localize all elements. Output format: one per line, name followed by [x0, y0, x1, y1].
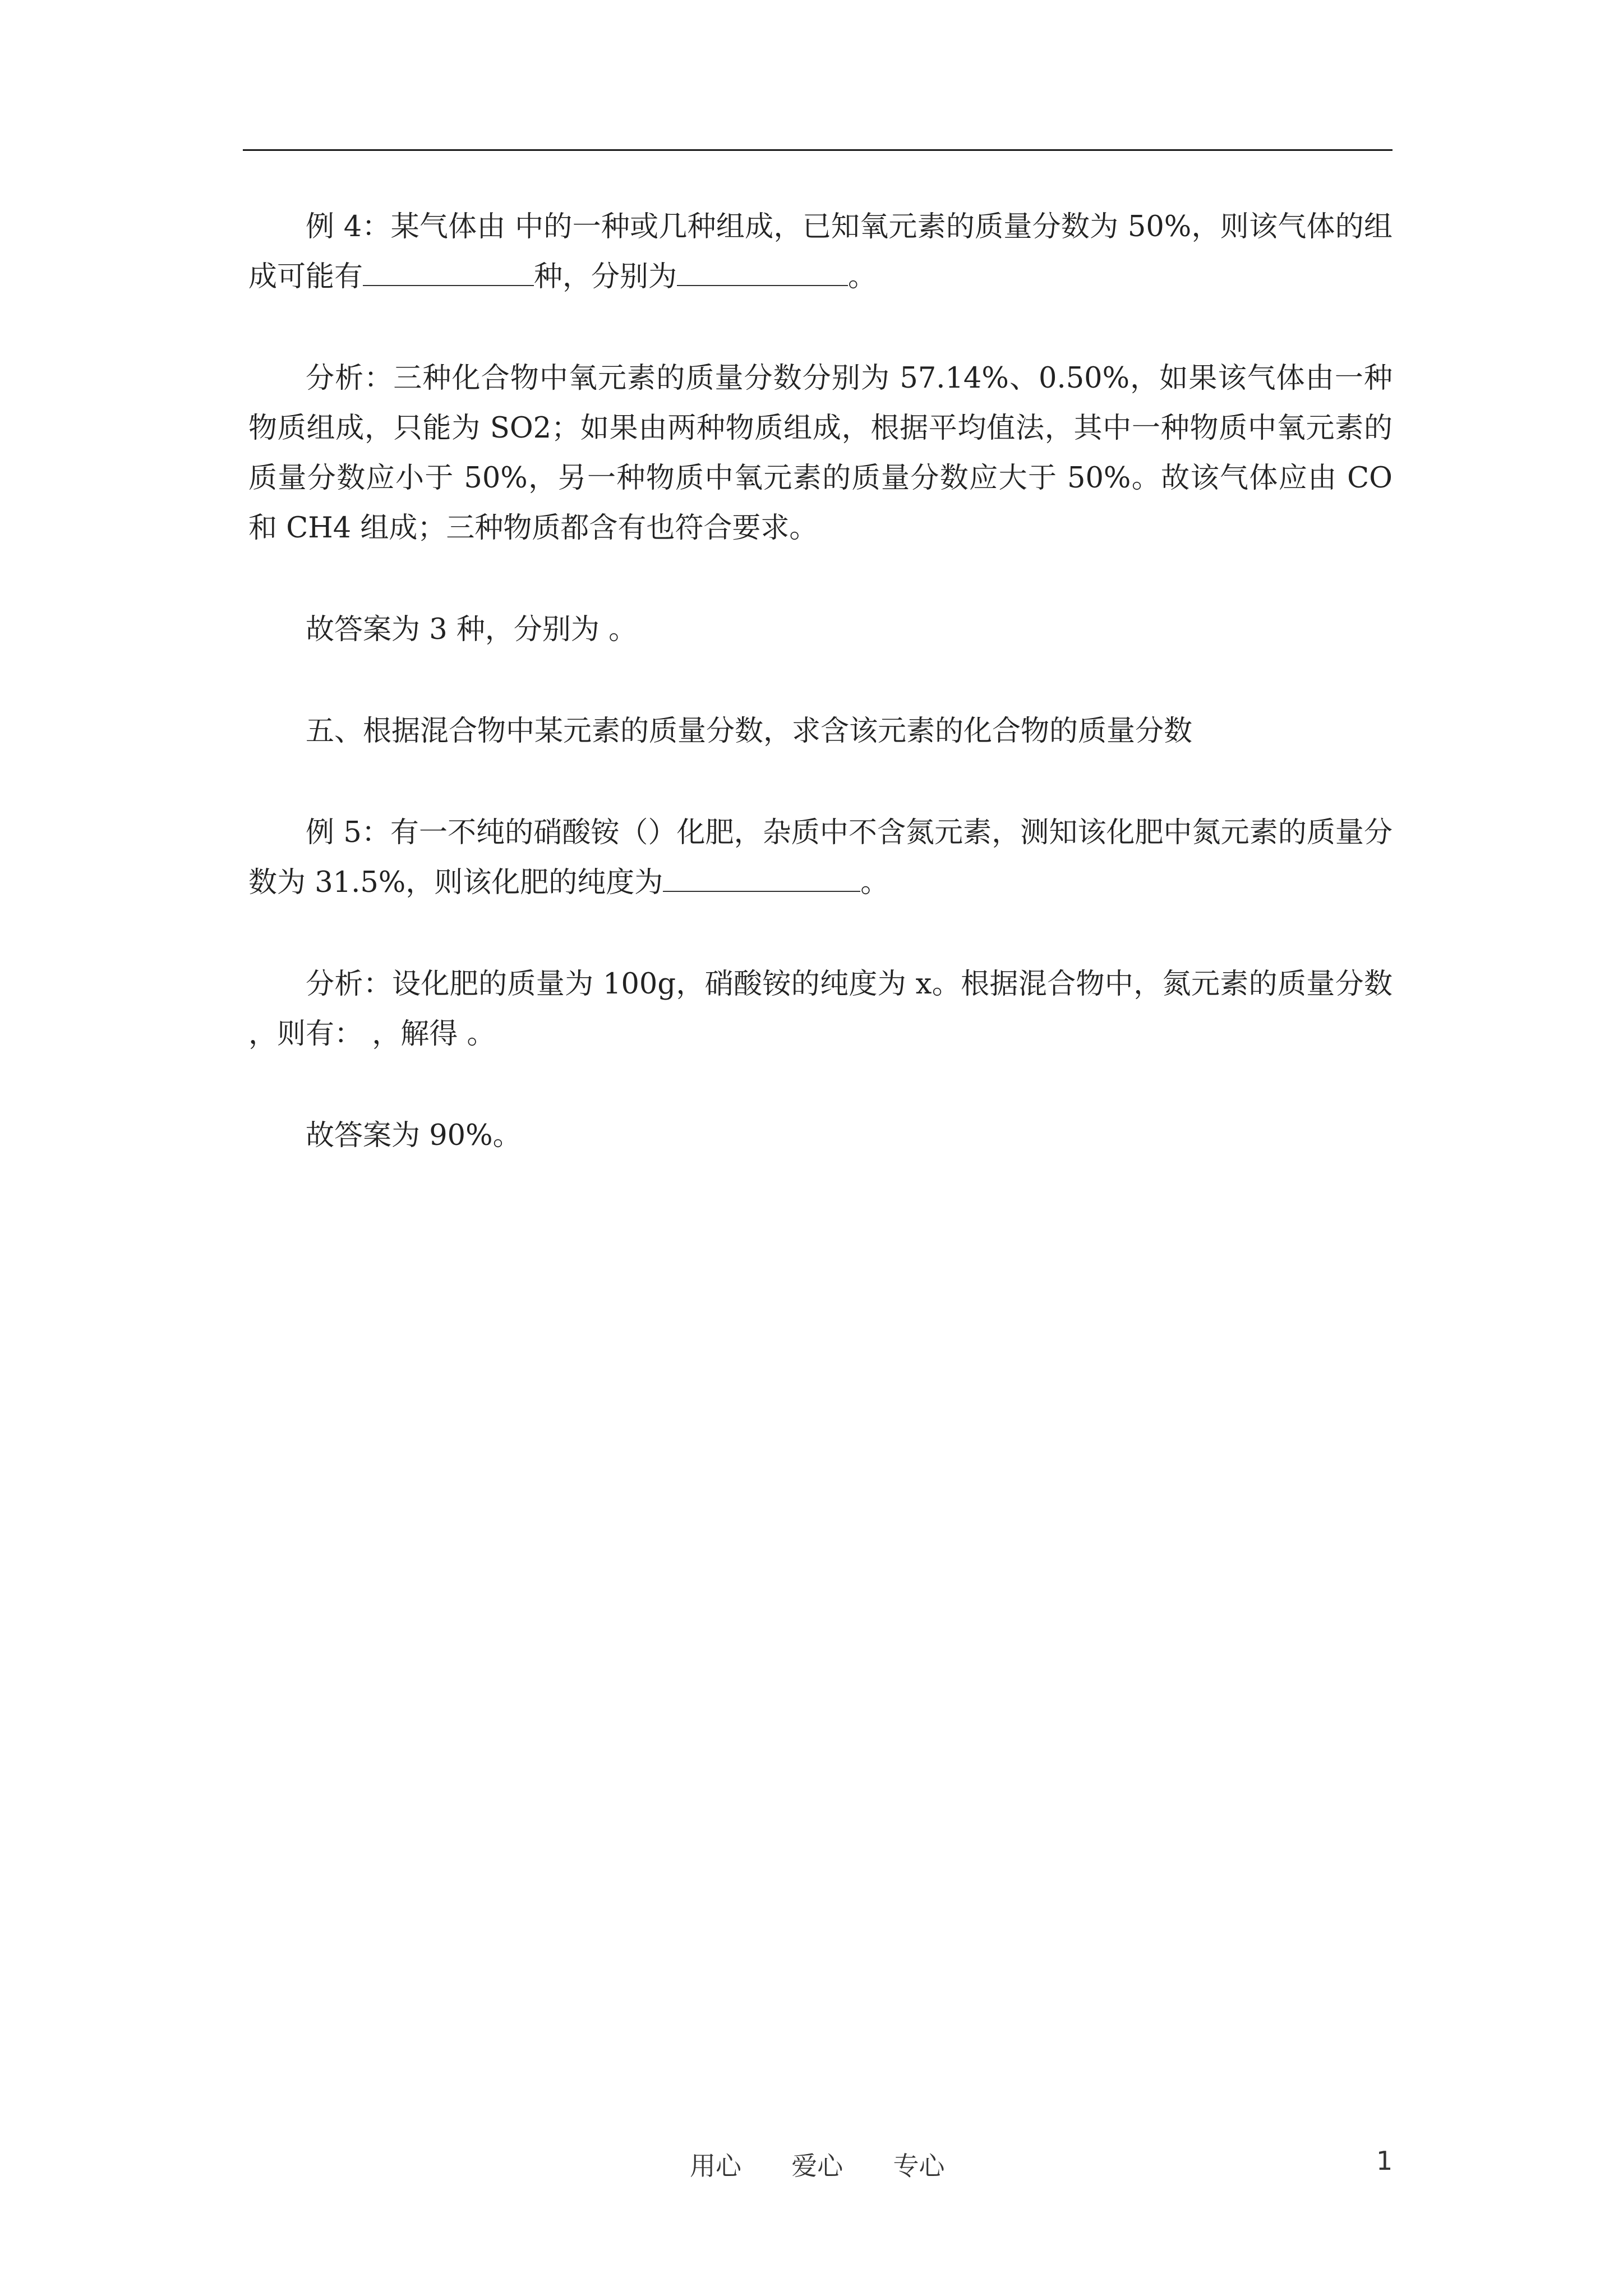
paragraph-text: 种，分别为	[534, 260, 677, 293]
paragraph-text: 分析：三种化合物中氧元素的质量分数分别为 57.14%、0.50%，如果该气体由一种物质组成，只能为 SO2；如果由两种物质组成，根据平均值法，其中一种物质中氧元素的质量分数应小于 50%，另一种物质中氧元素的质量分数应大于 50%。故该气体应由 CO 和 CH4 组成；三种物质都含有也符合要求。	[248, 362, 1393, 545]
paragraph	[248, 808, 1393, 908]
paragraph-text: 例 4：某气体由 中的一种或几种组成，已知氧元素的质量分数为 50%，则该气体的组成可能有	[248, 210, 1393, 293]
answer-blank	[363, 256, 534, 286]
paragraph	[248, 706, 1393, 756]
answer-blank	[677, 256, 848, 286]
paragraph	[248, 605, 1393, 655]
paragraph-text: 分析：设化肥的质量为 100g，硝酸铵的纯度为 x。根据混合物中，氮元素的质量分数 ，则有： ，解得 。	[248, 968, 1393, 1051]
paragraph	[248, 353, 1393, 553]
paragraph-text: 例 5：有一不纯的硝酸铵（）化肥，杂质中不含氮元素，测知该化肥中氮元素的质量分数为 31.5%，则该化肥的纯度为	[248, 816, 1393, 899]
page-number: 1	[1376, 2146, 1393, 2176]
paragraph	[248, 1111, 1393, 1161]
paragraph-text: 故答案为 3 种，分别为 。	[306, 613, 638, 646]
document-body	[248, 202, 1393, 1212]
paragraph	[248, 202, 1393, 302]
paragraph-text: 。	[860, 866, 889, 899]
paragraph	[248, 959, 1393, 1059]
answer-blank	[663, 862, 860, 892]
footer-motto: 用心 爱心 专心	[690, 2151, 945, 2181]
header-rule	[243, 149, 1393, 151]
paragraph-text: 五、根据混合物中某元素的质量分数，求含该元素的化合物的质量分数	[306, 715, 1193, 748]
paragraph-text: 。	[848, 260, 877, 293]
paragraph-text: 故答案为 90%。	[306, 1119, 522, 1152]
